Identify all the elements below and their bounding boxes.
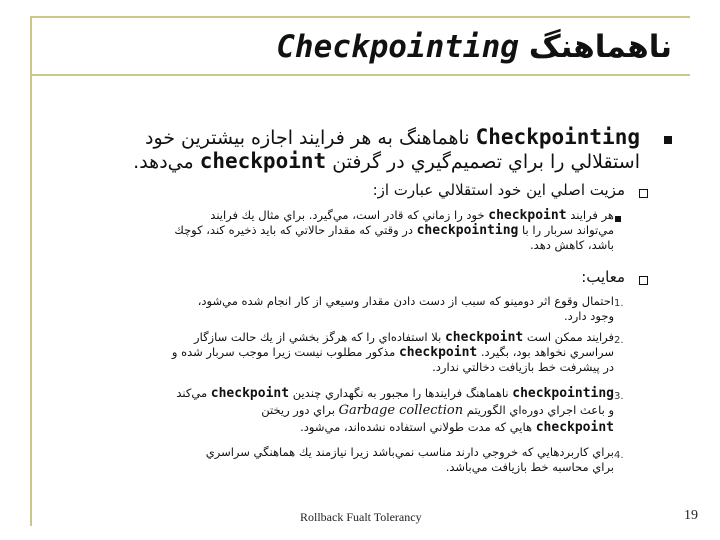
advantage-line-1: هر فرايند checkpoint خود را زماني كه قادر است، مي‌گيرد. براي مثال يك فرايند <box>210 208 614 223</box>
disadvantage-2-line-3: در پيشرفت خط بازيافت دخالتي ندارد. <box>432 360 614 374</box>
disadvantage-3-line-3: checkpoint هايي كه مدت طولاني استفاده نشده‌اند، مي‌شود. <box>300 420 614 435</box>
footer-text: Rollback Fualt Tolerancy <box>300 510 422 524</box>
intro-line-2: استقلالي را براي تصميم‌گيري در گرفتن checkpoint مي‌دهد. <box>133 149 640 173</box>
square-bullet-icon <box>615 216 621 222</box>
item-number: 1. <box>614 298 624 309</box>
item-number: 3. <box>614 391 624 402</box>
disadvantages-heading: معايب: <box>581 268 625 286</box>
square-bullet-icon <box>664 136 672 144</box>
item-number: 4. <box>614 450 624 461</box>
disadvantage-1-line-2: وجود دارد. <box>563 309 614 323</box>
advantage-line-3: باشد، كاهش دهد. <box>530 238 614 252</box>
disadvantage-4-line-1: براي كاربردهايي كه خروجي دارند مناسب نمي‌باشد زيرا نيازمند يك هماهنگي سراسري <box>205 445 614 459</box>
disadvantage-3-line-2: و باعث اجراي دوره‌اي الگوريتم Garbage collection براي دور ريختن <box>261 403 614 418</box>
item-number: 2. <box>614 335 624 346</box>
intro-line-1: Checkpointing ناهماهنگ به هر فرايند اجازه بيشترين خود <box>144 125 640 149</box>
advantage-heading: مزيت اصلي اين خود استقلالي عبارت از: <box>372 181 625 199</box>
frame-left-line <box>30 16 32 526</box>
checkbox-bullet-icon <box>639 276 648 285</box>
disadvantage-2-line-2: سراسري نخواهد بود، بگيرد. checkpoint مذكور مطلوب نيست زيرا موجب سربار شده و <box>171 345 614 360</box>
page-title <box>276 24 672 70</box>
advantage-line-2: مي‌تواند سربار را با checkpointing در وقتي كه مقدار حالاتي كه بايد ذخيره كند، كوچك <box>174 223 614 238</box>
disadvantage-3-line-1: checkpointing ناهماهنگ فرايندها را مجبور به نگهداري چندين checkpoint مي‌كند <box>176 386 614 401</box>
page-number: 19 <box>684 508 698 523</box>
title-latin: Checkpointing <box>276 29 519 65</box>
disadvantage-2-line-1: فرايند ممكن است checkpoint بلا استفاده‌اي را كه هرگز بخشي از يك حالت سازگار <box>194 330 614 345</box>
title-farsi: ناهماهنگ <box>528 29 672 65</box>
checkbox-bullet-icon <box>639 189 648 198</box>
frame-top-line <box>30 16 690 18</box>
disadvantage-4-line-2: براي محاسبه خط بازيافت مي‌باشد. <box>445 460 614 474</box>
disadvantage-1-line-1: احتمال وقوع اثر دومينو كه سبب از دست دادن مقدار وسيعي از كار انجام شده مي‌شود، <box>197 294 614 308</box>
title-rule <box>30 74 690 76</box>
